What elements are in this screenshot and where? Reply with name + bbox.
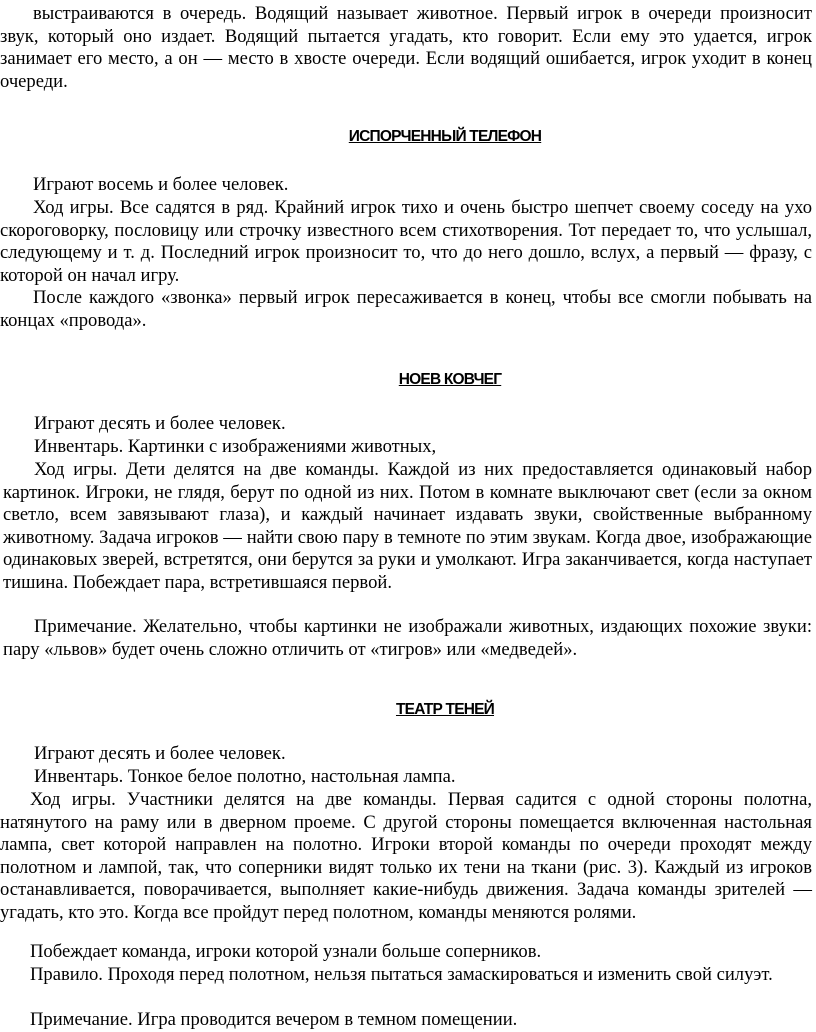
game2-title: НОЕВ КОВЧЕГ <box>398 371 502 388</box>
game2-rules: Ход игры. Дети делятся на две команды. Каждой из них предоставляется одинаковый набор картинок. Игроки, не глядя, берут по одной из них. Потом в комнате выключают свет (если за окном светло, всем завязывают глаза), и каждый начинает издавать звуки, свойственные выбранному животному. Задача игроков — найти свою пару в темноте по этим звукам. Когда двое, изображающие одинаковых зверей, встретятся, они берутся за руки и умолкают. Игра заканчивается, когда наступает тишина. Побеждает пара, встретившаяся первой. <box>3 459 812 593</box>
game3-rule: Правило. Проходя перед полотном, нельзя пытаться замаскироваться и изменить свой силуэт. <box>30 964 773 985</box>
game2-players: Играют десять и более человек. <box>34 413 286 434</box>
game1-rules: Ход игры. Все садятся в ряд. Крайний игрок тихо и очень быстро шепчет своему соседу на ухо скороговорку, пословицу или строчку известного всем стихотворения. Тот передает то, что услышал, следующему и т. д. Последний игрок произносит то, что до него дошло, вслух, а первый — фразу, с которой он начал игру. <box>0 197 812 286</box>
game3-winner: Побеждает команда, игроки которой узнали больше соперников. <box>30 941 542 962</box>
game3-inventory: Инвентарь. Тонкое белое полотно, настольная лампа. <box>34 766 456 787</box>
game1-title: ИСПОРЧЕННЫЙ ТЕЛЕФОН <box>348 128 542 145</box>
game1-players: Играют восемь и более человек. <box>33 174 289 195</box>
game2-note: Примечание. Желательно, чтобы картинки не изображали животных, издающих похожие звуки: пару «львов» будет очень сложно отличить от «тигров» или «медведей». <box>3 616 812 660</box>
game1-note: После каждого «звонка» первый игрок пересаживается в конец, чтобы все смогли побывать на концах «провода». <box>0 287 812 331</box>
game2-inventory: Инвентарь. Картинки с изображениями животных, <box>34 436 437 457</box>
intro-paragraph: выстраиваются в очередь. Водящий называет животное. Первый игрок в очереди произносит звук, который оно издает. Водящий пытается угадать, кто говорит. Если ему это удается, игрок занимает его место, а он — место в хвосте очереди. Если водящий ошибается, игрок уходит в конец очереди. <box>0 3 812 92</box>
game3-players: Играют десять и более человек. <box>34 743 286 764</box>
game3-rules: Ход игры. Участники делятся на две команды. Первая садится с одной стороны полотна, натянутого на раму или в дверном проеме. С другой стороны помещается включенная настольная лампа, свет которой направлен на полотно. Игроки второй команды по очереди проходят между полотном и лампой, так, что соперники видят только их тени на ткани (рис. 3). Каждый из игроков останавливается, поворачивается, выполняет какие-нибудь движения. Задача команды зрителей — угадать, кто это. Когда все пройдут перед полотном, команды меняются ролями. <box>0 789 812 923</box>
game3-note: Примечание. Игра проводится вечером в темном помещении. <box>30 1009 518 1030</box>
game3-title: ТЕАТР ТЕНЕЙ <box>395 701 495 718</box>
